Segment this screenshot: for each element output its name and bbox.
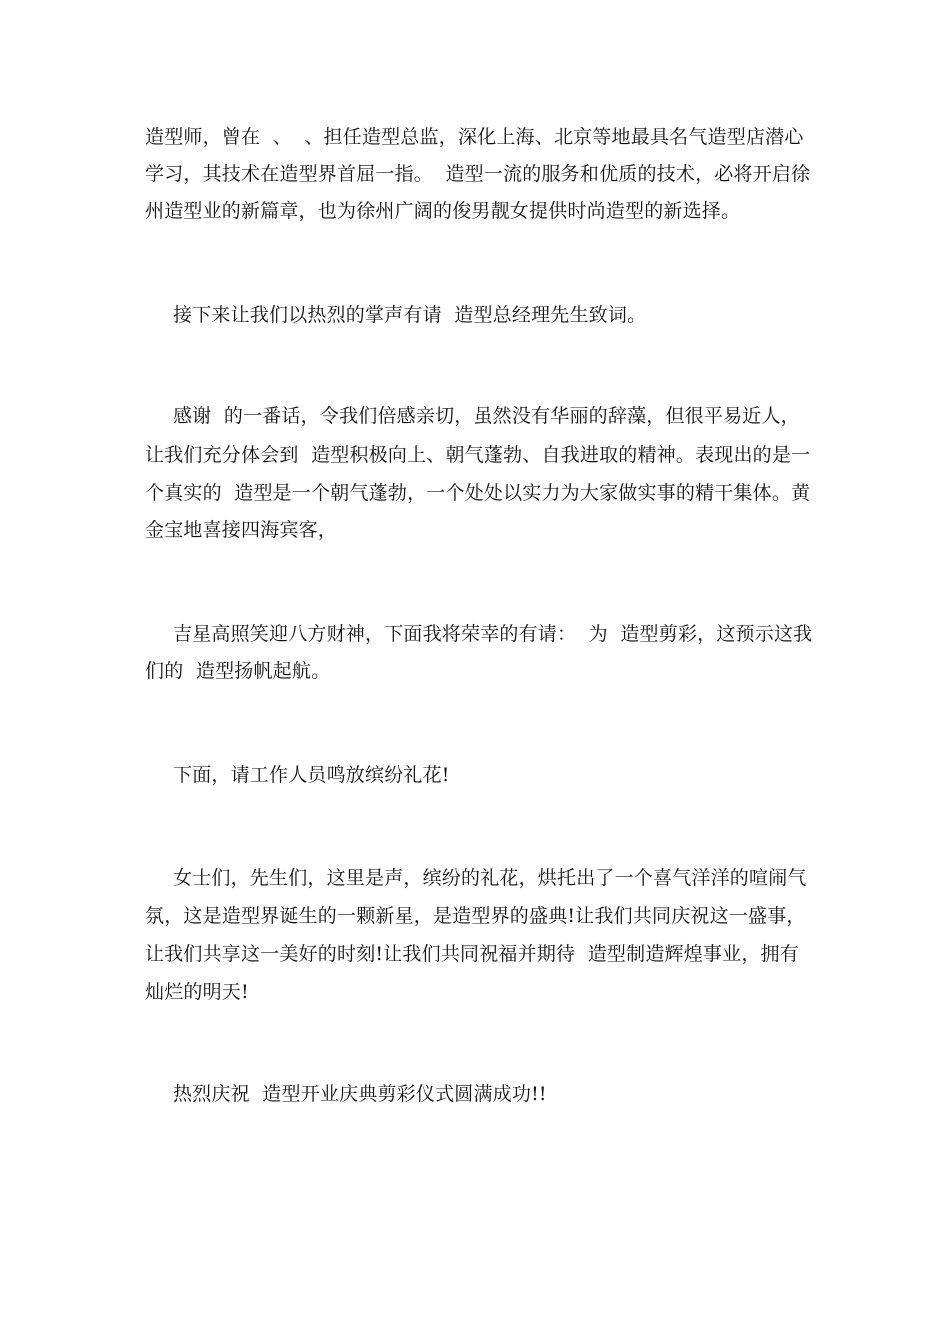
- paragraph-4-line-2: 们的 造型扬帆起航。: [145, 660, 331, 682]
- paragraph-5-line-1: 下面，请工作人员鸣放缤纷礼花!: [173, 764, 450, 786]
- paragraph-3-line-1: 感谢 的一番话，令我们倍感亲切，虽然没有华丽的辞藻，但很平易近人，: [173, 405, 800, 427]
- paragraph-1-line-3: 州造型业的新篇章，也为徐州广阔的俊男靓女提供时尚造型的新选择。: [145, 200, 741, 222]
- paragraph-6-line-2: 氛，这是造型界诞生的一颗新星，是造型界的盛典!让我们共同庆祝这一盛事，: [145, 905, 806, 927]
- paragraph-6-line-3: 让我们共享这一美好的时刻!让我们共同祝福并期待 造型制造辉煌事业，拥有: [145, 943, 799, 965]
- paragraph-2-line-1: 接下来让我们以热烈的掌声有请 造型总经理先生致词。: [173, 304, 647, 326]
- paragraph-1-line-2: 学习，其技术在造型界首屈一指。 造型一流的服务和优质的技术，必将开启徐: [145, 163, 811, 185]
- paragraph-3-line-4: 金宝地喜接四海宾客，: [145, 519, 338, 541]
- paragraph-6-line-1: 女士们，先生们，这里是声，缤纷的礼花，烘托出了一个喜气洋洋的喧闹气: [173, 867, 807, 889]
- paragraph-3-line-2: 让我们充分体会到 造型积极向上、朝气蓬勃、自我进取的精神。表现出的是一: [145, 444, 811, 466]
- paragraph-7-line-1: 热烈庆祝 造型开业庆典剪彩仪式圆满成功!!: [173, 1083, 547, 1105]
- paragraph-1-line-1: 造型师，曾在 、 、担任造型总监，深化上海、北京等地最具名气造型店潜心: [145, 126, 804, 148]
- paragraph-4-line-1: 吉星高照笑迎八方财神，下面我将荣幸的有请： 为 造型剪彩，这预示这我: [173, 623, 813, 645]
- paragraph-6-line-4: 灿烂的明天!: [145, 981, 249, 1003]
- paragraph-3-line-3: 个真实的 造型是一个朝气蓬勃，一个处处以实力为大家做实事的精干集体。黄: [145, 482, 811, 504]
